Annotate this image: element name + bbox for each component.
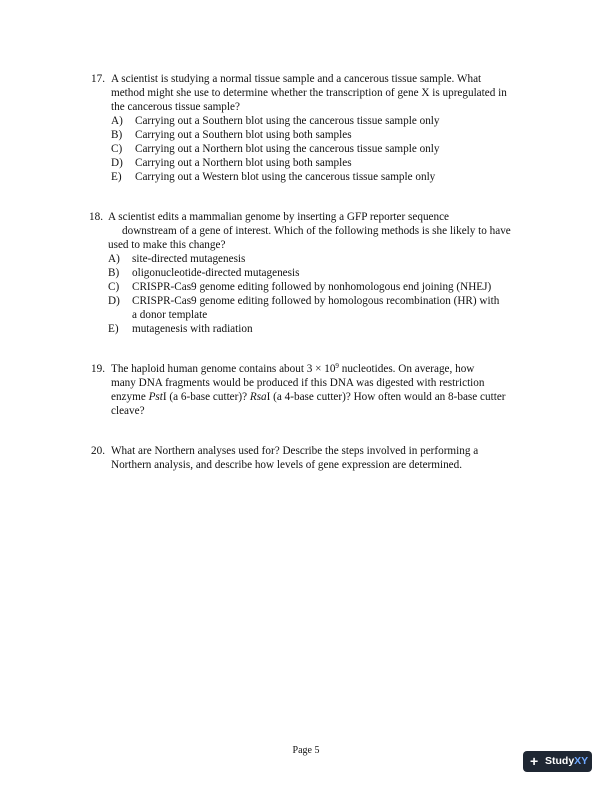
- question-text-line: enzyme PstI (a 6-base cutter)? RsaI (a 4-base cutter)? How often would an 8-base cutter: [111, 391, 506, 403]
- studyxy-badge[interactable]: [523, 751, 592, 772]
- option-letter: D): [111, 157, 123, 169]
- enzyme-name: Pst: [148, 391, 163, 403]
- question-text-line: the cancerous tissue sample?: [111, 101, 240, 113]
- option-letter: E): [108, 323, 119, 335]
- option-letter: A): [111, 115, 123, 127]
- option-letter: C): [108, 281, 120, 293]
- option-letter: C): [111, 143, 123, 155]
- option-text: Carrying out a Southern blot using the cancerous tissue sample only: [135, 115, 440, 127]
- option-text: Carrying out a Western blot using the cancerous tissue sample only: [135, 171, 436, 183]
- option-letter: E): [111, 171, 122, 183]
- option-letter: B): [111, 129, 123, 141]
- plus-icon: +: [530, 753, 539, 769]
- exponent: 9: [335, 362, 339, 370]
- option-text: oligonucleotide-directed mutagenesis: [132, 267, 300, 279]
- question-text-line: A scientist edits a mammalian genome by inserting a GFP reporter sequence: [108, 211, 450, 223]
- option-text: mutagenesis with radiation: [132, 323, 253, 335]
- question-text-line: used to make this change?: [108, 239, 226, 251]
- question-text-line: downstream of a gene of interest. Which of the following methods is she likely to have: [122, 225, 511, 237]
- brand-name: StudyXY: [545, 755, 589, 767]
- question-text-line: Northern analysis, and describe how levels of gene expression are determined.: [111, 459, 463, 471]
- option-text: CRISPR-Cas9 genome editing followed by nonhomologous end joining (NHEJ): [132, 281, 492, 293]
- enzyme-name: Rsa: [249, 391, 267, 403]
- option-text: CRISPR-Cas9 genome editing followed by homologous recombination (HR) with: [132, 295, 500, 307]
- page-number: Page 5: [292, 745, 320, 756]
- question-text-line: many DNA fragments would be produced if this DNA was digested with restriction: [111, 377, 485, 389]
- question-text-line: The haploid human genome contains about $3 \times 10^9$ nucleotides. On average, how: [111, 362, 475, 375]
- question-number: 17.: [91, 73, 105, 85]
- option-letter: B): [108, 267, 120, 279]
- option-letter: D): [108, 295, 120, 307]
- option-text: Carrying out a Southern blot using both samples: [135, 129, 352, 141]
- question-text-line: cleave?: [111, 405, 145, 417]
- option-letter: A): [108, 253, 120, 265]
- option-text: Carrying out a Northern blot using both samples: [135, 157, 352, 169]
- question-number: 19.: [91, 363, 105, 375]
- question-text-line: A scientist is studying a normal tissue sample and a cancerous tissue sample. What: [111, 73, 482, 85]
- option-text: Carrying out a Northern blot using the cancerous tissue sample only: [135, 143, 440, 155]
- option-text-continued: a donor template: [132, 309, 208, 321]
- option-text: site-directed mutagenesis: [132, 253, 246, 265]
- question-text-line: method might she use to determine whether the transcription of gene X is upregulated in: [111, 87, 507, 99]
- question-number: 18.: [89, 211, 103, 223]
- question-text-line: What are Northern analyses used for? Describe the steps involved in performing a: [111, 445, 479, 457]
- question-number: 20.: [91, 445, 105, 457]
